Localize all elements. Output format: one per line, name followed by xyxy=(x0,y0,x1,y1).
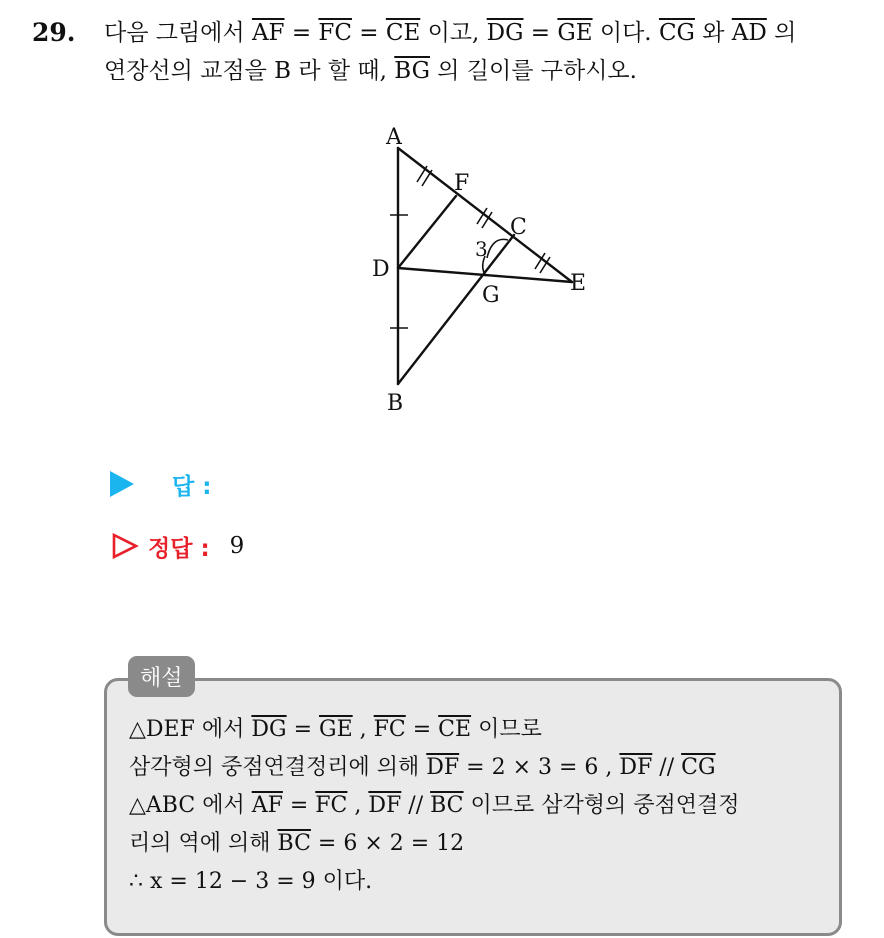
text-run: , xyxy=(352,717,374,742)
label-point-b: B xyxy=(387,391,404,416)
solution-box xyxy=(104,678,842,936)
segment-notation: $\overline{CG}$ xyxy=(658,20,695,46)
problem-line-1 xyxy=(104,14,874,52)
text-run: = xyxy=(286,717,320,742)
text-run: △ABC 에서 xyxy=(129,793,252,818)
text-run: 이고, xyxy=(420,20,487,46)
text-run: 이므로 삼각형의 중점연결정 xyxy=(463,793,740,818)
segment-notation: $\overline{CE}$ xyxy=(438,717,472,742)
segment-notation: $\overline{DF}$ xyxy=(426,755,460,780)
segment-notation: $\overline{CE}$ xyxy=(385,20,421,46)
segment-notation: $\overline{CG}$ xyxy=(681,755,716,780)
segment-notation: $\overline{DF}$ xyxy=(368,793,402,818)
outline-triangle-icon xyxy=(110,531,140,561)
segment-df xyxy=(398,196,456,268)
text-run: 이다. xyxy=(592,20,659,46)
text-run: = xyxy=(405,717,439,742)
text-run: , xyxy=(347,793,369,818)
segment-notation: $\overline{BC}$ xyxy=(277,831,311,856)
text-run: 다음 그림에서 xyxy=(104,20,252,46)
label-point-d: D xyxy=(372,257,390,282)
segment-notation: $\overline{DG}$ xyxy=(251,717,287,742)
solution-line-3 xyxy=(129,787,740,825)
solution-line-5 xyxy=(129,863,740,901)
solution-line-1 xyxy=(129,711,740,749)
text-run: 의 길이를 구하시오. xyxy=(429,58,637,84)
segment-ae xyxy=(398,148,572,282)
text-run: 연장선의 교점을 B 라 할 때, xyxy=(104,58,395,84)
segment-notation: $\overline{GE}$ xyxy=(319,717,353,742)
text-run: = xyxy=(284,20,319,46)
segment-notation: $\overline{AF}$ xyxy=(251,793,283,818)
text-run: 와 xyxy=(694,20,732,46)
segment-notation: $\overline{DG}$ xyxy=(486,20,524,46)
segment-notation: $\overline{AF}$ xyxy=(251,20,285,46)
answer-row xyxy=(110,466,231,502)
correct-answer-label: 정답 : xyxy=(148,535,210,562)
text-run: 의 xyxy=(766,20,797,46)
label-point-f: F xyxy=(454,171,470,196)
label-point-a: A xyxy=(386,125,402,150)
text-run: // xyxy=(401,793,431,818)
text-run: ∴ x = 12 − 3 = 9 이다. xyxy=(129,869,373,894)
solution-line-2 xyxy=(129,749,740,787)
solution-line-4 xyxy=(129,825,740,863)
correct-answer-row xyxy=(110,528,244,564)
segment-notation: $\overline{FC}$ xyxy=(315,793,348,818)
segment-notation: $\overline{GE}$ xyxy=(557,20,593,46)
text-run: 이므로 xyxy=(471,717,542,742)
text-run: 리의 역에 의해 xyxy=(129,831,278,856)
label-point-c: C xyxy=(510,215,527,240)
segment-notation: $\overline{AD}$ xyxy=(731,20,767,46)
segment-notation: $\overline{FC}$ xyxy=(373,717,406,742)
segment-bc xyxy=(398,235,514,384)
play-triangle-icon xyxy=(110,471,134,497)
label-length-3: 3 xyxy=(475,237,488,261)
text-run: = xyxy=(282,793,316,818)
problem-line-2 xyxy=(104,52,874,90)
text-run: = 6 × 2 = 12 xyxy=(310,831,465,856)
correct-answer-value: 9 xyxy=(229,533,245,559)
text-run: = xyxy=(523,20,558,46)
segment-notation: $\overline{BG}$ xyxy=(394,58,430,84)
answer-label: 답 : xyxy=(172,473,212,500)
segment-notation: $\overline{BC}$ xyxy=(430,793,464,818)
problem-number: 29. xyxy=(32,18,76,47)
text-run: = 2 × 3 = 6 , xyxy=(459,755,620,780)
segment-notation: $\overline{DF}$ xyxy=(619,755,653,780)
text-run: = xyxy=(351,20,386,46)
text-run: △DEF 에서 xyxy=(129,717,252,742)
geometry-figure xyxy=(340,118,620,418)
solution-tag: 해설 xyxy=(128,656,195,697)
label-point-e: E xyxy=(570,271,587,296)
problem-text xyxy=(104,14,874,90)
text-run: 삼각형의 중점연결정리에 의해 xyxy=(129,755,427,780)
label-point-g: G xyxy=(482,283,500,308)
text-run: // xyxy=(652,755,682,780)
solution-lines xyxy=(129,711,740,901)
segment-notation: $\overline{FC}$ xyxy=(318,20,352,46)
